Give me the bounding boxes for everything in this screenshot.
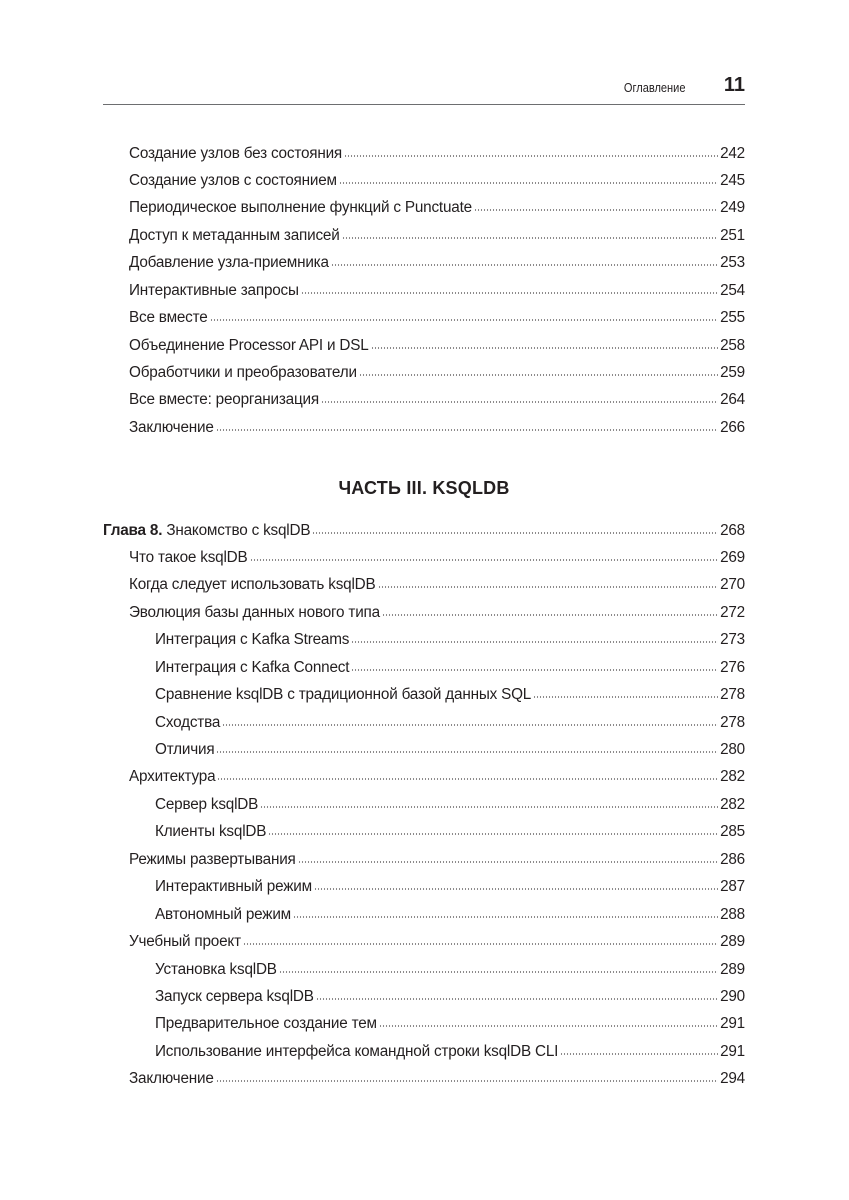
toc-page-number: 272 xyxy=(720,603,745,621)
toc-entry-text: Объединение Processor API и DSL xyxy=(129,336,369,354)
toc-entry-text: Интеграция с Kafka Connect xyxy=(155,658,350,676)
dot-leader xyxy=(216,751,718,753)
toc-entry[interactable] xyxy=(103,846,745,873)
toc-page-number: 251 xyxy=(720,226,745,244)
toc-entry[interactable] xyxy=(103,359,745,386)
toc-entry[interactable] xyxy=(103,983,745,1010)
toc-entry[interactable] xyxy=(103,873,745,900)
toc-entry-text: Добавление узла-приемника xyxy=(129,254,329,272)
toc-entry[interactable] xyxy=(103,194,745,221)
toc-page-number: 294 xyxy=(720,1070,745,1088)
toc-entry-text: Сервер ksqlDB xyxy=(155,795,259,813)
dot-leader xyxy=(382,614,718,616)
toc-page-number: 249 xyxy=(720,199,745,217)
dot-leader xyxy=(312,532,718,534)
dot-leader xyxy=(314,888,718,890)
toc-entry-title xyxy=(155,873,312,900)
dot-leader xyxy=(293,916,718,918)
toc-entry-title xyxy=(129,763,215,790)
dot-leader xyxy=(560,1053,718,1055)
dot-leader xyxy=(379,1025,718,1027)
toc-entry-title xyxy=(129,386,319,413)
running-header-title: Оглавление xyxy=(623,80,685,95)
toc-entry-title xyxy=(129,194,472,221)
toc-entry-title xyxy=(129,846,296,873)
toc-page-number: 287 xyxy=(720,878,745,896)
dot-leader xyxy=(359,374,718,376)
toc-page-number: 273 xyxy=(720,631,745,649)
toc-chapter-entry[interactable] xyxy=(103,517,745,544)
toc-entry-text: Режимы развертывания xyxy=(129,850,296,868)
toc-page-number: 278 xyxy=(720,713,745,731)
toc-entry-title xyxy=(129,928,241,955)
toc-entry[interactable] xyxy=(103,544,745,571)
dot-leader xyxy=(301,292,718,294)
toc-entry-title xyxy=(129,304,208,331)
toc-page-number: 253 xyxy=(720,254,745,272)
toc-entry-title xyxy=(155,983,314,1010)
toc-entry[interactable] xyxy=(103,1038,745,1065)
toc-entry[interactable] xyxy=(103,654,745,681)
toc-entry[interactable] xyxy=(103,626,745,653)
toc-entry-text: Создание узлов с состоянием xyxy=(129,171,337,189)
toc-entry-title xyxy=(155,791,258,818)
toc-entry-title xyxy=(129,1065,214,1092)
toc-page-number: 258 xyxy=(720,336,745,354)
toc-entry[interactable] xyxy=(103,681,745,708)
toc-page-number: 280 xyxy=(720,741,745,758)
toc-page-number: 278 xyxy=(720,686,745,704)
toc-entry[interactable] xyxy=(103,304,745,331)
toc-entry-text: Все вместе: реорганизация xyxy=(129,391,319,409)
toc-entry[interactable] xyxy=(103,222,745,249)
toc-entry-title xyxy=(129,359,357,386)
dot-leader xyxy=(351,669,718,671)
dot-leader xyxy=(216,429,718,431)
toc-entry-text: Интерактивный режим xyxy=(155,878,312,896)
toc-entry-title xyxy=(155,681,531,708)
dot-leader xyxy=(371,347,718,349)
toc-entry[interactable] xyxy=(103,791,745,818)
toc-entry-text: Предварительное создание тем xyxy=(155,1015,377,1033)
dot-leader xyxy=(222,724,718,726)
dot-leader xyxy=(316,998,718,1000)
toc-entry-text: Архитектура xyxy=(129,768,216,786)
toc-entry-text: Что такое ksqlDB xyxy=(129,548,248,566)
toc-page-number: 270 xyxy=(720,576,745,594)
dot-leader xyxy=(344,155,718,157)
toc-entry-text: Запуск сервера ksqlDB xyxy=(155,987,314,1005)
toc-entry[interactable] xyxy=(103,332,745,359)
toc-page-number: 289 xyxy=(720,933,745,951)
toc-entry-text: Отличия xyxy=(155,741,215,758)
toc-entry[interactable] xyxy=(103,249,745,276)
toc-entry-title xyxy=(129,222,340,249)
dot-leader xyxy=(321,401,718,403)
toc-page-number: 242 xyxy=(720,144,745,162)
toc-entry[interactable] xyxy=(103,736,745,763)
toc-entry-text: Доступ к метаданным записей xyxy=(129,226,340,244)
toc-entry-text: Периодическое выполнение функций с Punctuate xyxy=(129,199,472,217)
toc-entry-text: Интерактивные запросы xyxy=(129,281,299,299)
toc-entry-title xyxy=(129,332,369,359)
toc-entry-text: Клиенты ksqlDB xyxy=(155,823,267,841)
dot-leader xyxy=(339,182,718,184)
toc-page-number: 269 xyxy=(720,548,745,566)
toc-page-number: 245 xyxy=(720,171,745,189)
toc-entry-title xyxy=(155,626,349,653)
toc-page-number: 255 xyxy=(720,309,745,327)
toc-entry-title xyxy=(155,1010,377,1037)
dot-leader xyxy=(268,833,718,835)
toc-entry-text: Когда следует использовать ksqlDB xyxy=(129,576,376,594)
chapter-label: Глава 8. xyxy=(103,521,163,539)
toc-entry-title xyxy=(129,571,376,598)
part-heading: ЧАСТЬ III. KSQLDB xyxy=(338,478,510,498)
toc-entry-title xyxy=(155,709,220,736)
toc-entry-text: Установка ksqlDB xyxy=(155,960,277,978)
toc-entry-text: Интеграция с Kafka Streams xyxy=(155,631,350,649)
toc-entry-title xyxy=(129,414,214,441)
toc-entry-title xyxy=(129,249,329,276)
toc-page-number: 289 xyxy=(720,960,745,978)
toc-entry-title xyxy=(155,956,277,983)
toc-entry-text: Заключение xyxy=(129,1070,214,1088)
toc-entry-text: Все вместе xyxy=(129,309,208,327)
toc-entry-text: Учебный проект xyxy=(129,933,241,951)
toc-entry-title xyxy=(155,901,291,928)
toc-entry[interactable] xyxy=(103,140,745,167)
dot-leader xyxy=(250,559,719,561)
toc-entry[interactable] xyxy=(103,386,745,413)
toc-entry[interactable] xyxy=(103,709,745,736)
toc-entry[interactable] xyxy=(103,414,745,441)
dot-leader xyxy=(474,209,718,211)
toc-entry-text: Использование интерфейса командной строки ksqlDB CLI xyxy=(155,1042,559,1060)
toc-page-number: 291 xyxy=(720,1015,745,1033)
dot-leader xyxy=(260,806,718,808)
toc-page-number: 285 xyxy=(720,823,745,841)
toc-entry-title xyxy=(155,1038,558,1065)
dot-leader xyxy=(331,264,718,266)
toc-page-number: 276 xyxy=(720,658,745,676)
toc-entry[interactable] xyxy=(103,571,745,598)
toc-entry[interactable] xyxy=(103,818,745,845)
dot-leader xyxy=(217,778,718,780)
toc-entry-title xyxy=(155,654,349,681)
toc-entry-title xyxy=(129,599,380,626)
toc-entry[interactable] xyxy=(103,928,745,955)
toc-entry-text: Создание узлов без состояния xyxy=(129,144,343,162)
toc-page-number: 259 xyxy=(720,364,745,381)
toc-page-number: 282 xyxy=(720,768,745,786)
toc-page-number: 288 xyxy=(720,905,745,923)
toc-entry-title xyxy=(155,736,214,763)
toc-entry[interactable] xyxy=(103,956,745,983)
toc-entry[interactable] xyxy=(103,763,745,790)
toc-page-number: 286 xyxy=(720,850,745,868)
toc-entry[interactable] xyxy=(103,599,745,626)
dot-leader xyxy=(298,861,718,863)
dot-leader xyxy=(216,1080,718,1082)
dot-leader xyxy=(210,319,718,321)
toc-section-2 xyxy=(103,517,745,1093)
running-header xyxy=(103,72,745,105)
toc-entry[interactable] xyxy=(103,167,745,194)
toc-section-1 xyxy=(103,140,745,442)
toc-entry-text: Знакомство с ksqlDB xyxy=(162,521,311,539)
dot-leader xyxy=(279,971,718,973)
toc-entry-text: Эволюция базы данных нового типа xyxy=(129,603,380,621)
toc-page-number: 291 xyxy=(720,1042,745,1060)
dot-leader xyxy=(533,696,718,698)
dot-leader xyxy=(243,943,718,945)
toc-entry-text: Сходства xyxy=(155,713,221,731)
toc-page-number: 254 xyxy=(720,281,745,299)
toc-entry-title xyxy=(129,277,299,304)
toc-entry[interactable] xyxy=(103,901,745,928)
toc-entry-text: Сравнение ksqlDB с традиционной базой данных SQL xyxy=(155,686,532,704)
toc-page-number: 264 xyxy=(720,391,745,409)
toc-entry-title xyxy=(103,517,310,544)
toc-page-number: 268 xyxy=(720,521,745,539)
toc-entry[interactable] xyxy=(103,277,745,304)
toc-entry-title xyxy=(129,140,342,167)
toc-entry[interactable] xyxy=(103,1010,745,1037)
page-number: 11 xyxy=(723,74,745,96)
dot-leader xyxy=(351,641,718,643)
toc-entry-title xyxy=(129,544,248,571)
toc-entry-text: Автономный режим xyxy=(155,905,291,923)
toc-page-number: 282 xyxy=(720,795,745,813)
toc-entry-title xyxy=(129,167,337,194)
toc-page-number: 290 xyxy=(720,987,745,1005)
toc-entry-text: Обработчики и преобразователи xyxy=(129,364,357,381)
toc-entry-title xyxy=(155,818,266,845)
toc-entry[interactable] xyxy=(103,1065,745,1092)
dot-leader xyxy=(378,586,719,588)
toc-entry-text: Заключение xyxy=(129,418,214,436)
toc-page-number: 266 xyxy=(720,418,745,436)
dot-leader xyxy=(342,237,718,239)
